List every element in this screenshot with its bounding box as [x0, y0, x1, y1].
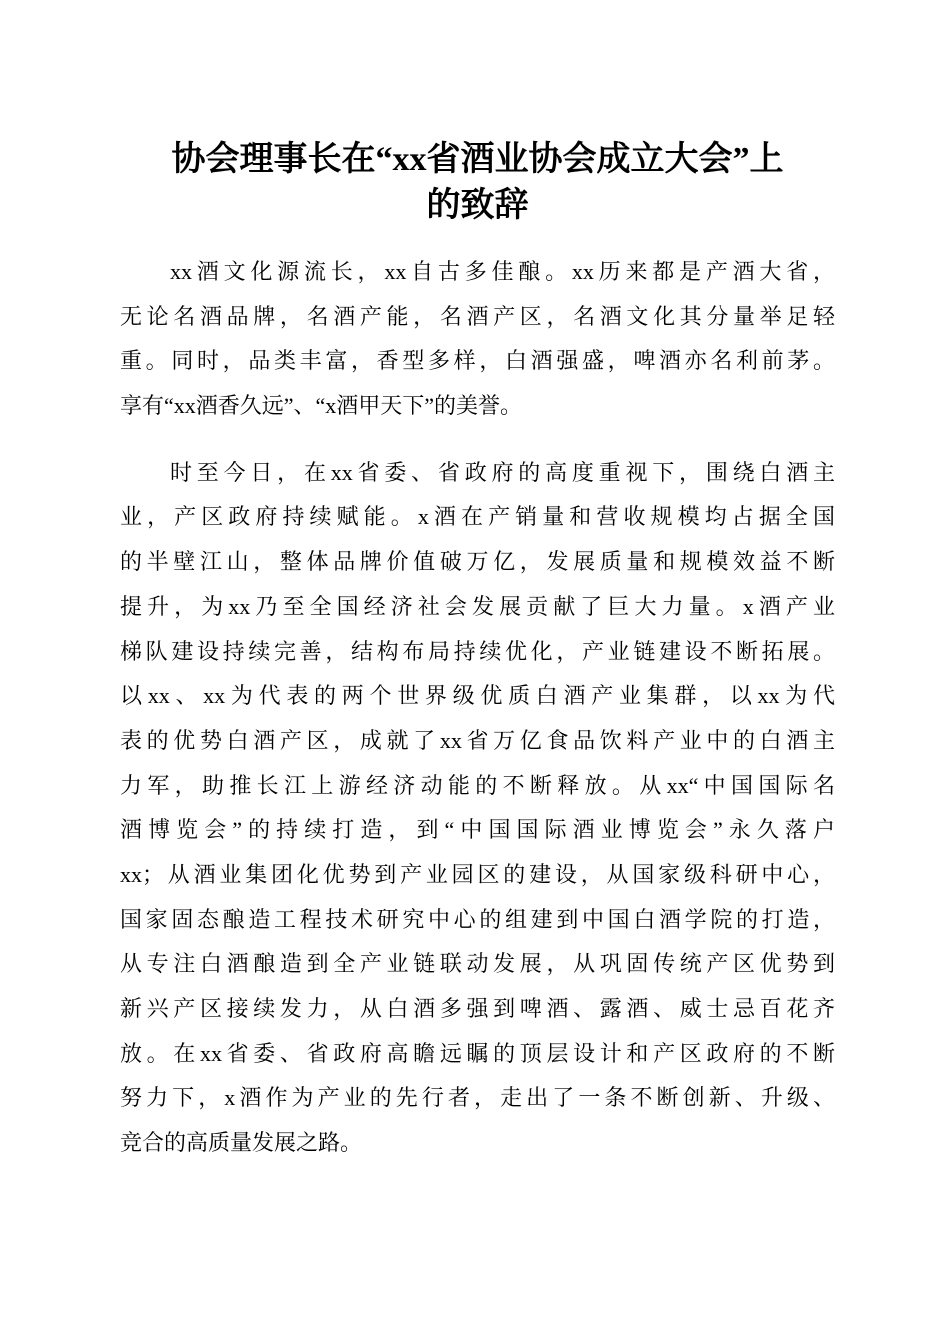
paragraph-line: 放。在xx省委、省政府高瞻远瞩的顶层设计和产区政府的不断 — [120, 1040, 835, 1066]
paragraph-line: 力军，助推长江上游经济动能的不断释放。从xx“中国国际名 — [120, 772, 835, 798]
title-line: 协会理事长在“xx省酒业协会成立大会”上 — [171, 141, 784, 178]
paragraph-line: 表的优势白酒产区，成就了xx省万亿食品饮料产业中的白酒主 — [120, 727, 835, 753]
paragraph-line: 从专注白酒酿造到全产业链联动发展，从巩固传统产区优势到 — [120, 951, 835, 977]
paragraph-line: 以xx、xx为代表的两个世界级优质白酒产业集群，以xx为代 — [120, 683, 835, 709]
paragraph-line: 梯队建设持续完善，结构布局持续优化，产业链建设不断拓展。 — [120, 638, 835, 664]
paragraph — [120, 451, 835, 1166]
paragraph-line: 新兴产区接续发力，从白酒多强到啤酒、露酒、威士忌百花齐 — [120, 996, 835, 1021]
paragraph-line: 享有“xx酒香久远”、“x酒甲天下”的美誉。 — [120, 393, 523, 419]
paragraph-line: 业，产区政府持续赋能。x酒在产销量和营收规模均占据全国 — [120, 504, 835, 530]
paragraph-line: xx；从酒业集团化优势到产业园区的建设，从国家级科研中心， — [120, 861, 835, 887]
paragraph-line: 酒博览会”的持续打造，到“中国国际酒业博览会”永久落户 — [120, 817, 835, 843]
paragraph-line: 提升，为xx乃至全国经济社会发展贡献了巨大力量。x酒产业 — [120, 593, 835, 619]
paragraph-line: 竞合的高质量发展之路。 — [120, 1130, 363, 1156]
paragraph-line: 无论名酒品牌，名酒产能，名酒产区，名酒文化其分量举足轻 — [120, 303, 835, 329]
paragraph-line: 重。同时，品类丰富，香型多样，白酒强盛，啤酒亦名利前茅。 — [120, 348, 835, 374]
paragraph-line: 国家固态酿造工程技术研究中心的组建到中国白酒学院的打造， — [120, 906, 835, 932]
paragraph-line: xx酒文化源流长，xx自古多佳酿。xx历来都是产酒大省， — [170, 259, 835, 284]
title-line: 的致辞 — [426, 187, 529, 224]
document-title — [120, 137, 835, 229]
paragraph-line: 时至今日，在xx省委、省政府的高度重视下，围绕白酒主 — [170, 459, 835, 485]
document-body — [120, 250, 835, 1188]
paragraph-line: 的半壁江山，整体品牌价值破万亿，发展质量和规模效益不断 — [120, 549, 835, 575]
paragraph — [120, 250, 835, 429]
paragraph-line: 努力下，x酒作为产业的先行者，走出了一条不断创新、升级、 — [120, 1085, 835, 1111]
